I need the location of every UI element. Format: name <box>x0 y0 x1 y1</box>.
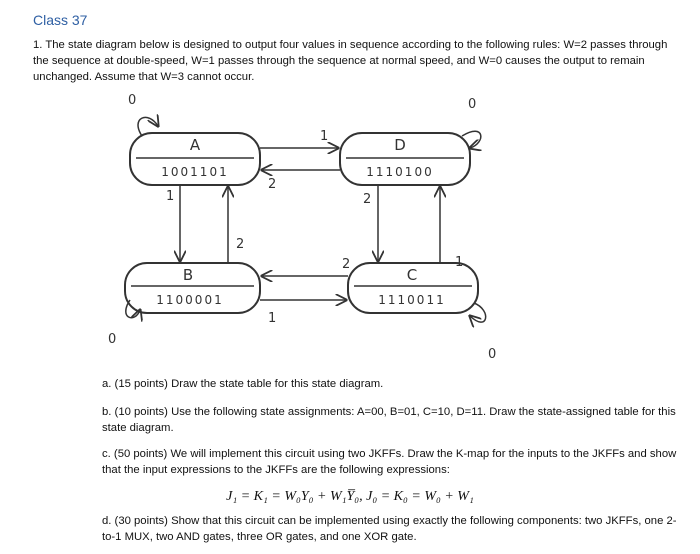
state-d <box>340 133 470 185</box>
state-d-output: 1110100 <box>366 165 434 179</box>
arrow-d-to-a-label: 2 <box>268 177 277 192</box>
arrow-b-to-a-label: 2 <box>236 237 245 252</box>
arrow-c-to-d-label: 1 <box>455 255 464 270</box>
state-b <box>125 263 260 313</box>
part-a: a. (15 points) Draw the state table for this state diagram. <box>102 378 384 390</box>
arrow-d-to-c-label: 2 <box>363 192 372 207</box>
arrow-c-to-b-label: 2 <box>342 257 351 272</box>
problem-intro: 1. The state diagram below is designed to output four values in sequence according to the following rules: W=2 passes through the sequence at double-speed, W=1 passes through the sequence at normal speed, and W=0 causes the output to remain unchanged. Assume that W=3 cannot occur. <box>33 39 668 83</box>
arrow-b-to-c-label: 1 <box>268 311 277 326</box>
state-b-output: 1100001 <box>156 293 224 307</box>
state-diagram <box>100 88 520 368</box>
self-loop-a-label: 0 <box>128 93 137 108</box>
arrow-a-to-b-label: 1 <box>166 189 175 204</box>
self-loop-d-label: 0 <box>468 97 477 112</box>
state-a <box>130 133 260 185</box>
state-a-name: A <box>189 136 201 154</box>
class-title: Class 37 <box>33 12 88 28</box>
state-d-name: D <box>394 136 406 154</box>
state-a-output: 1001101 <box>161 165 229 179</box>
self-loop-b-label: 0 <box>108 332 117 347</box>
self-loop-c-label: 0 <box>488 347 497 362</box>
state-c-output: 1110011 <box>378 293 446 307</box>
arrow-a-to-d-label: 1 <box>320 129 329 144</box>
part-c: c. (50 points) We will implement this circuit using two JKFFs. Draw the K-map for the inputs to the JKFFs and show that the input expressions to the JKFFs are the following expressions: <box>102 448 677 476</box>
jkff-equation: J₁ = K₁ = W₀Y₀ + W₁Y̅₀, J₀ = K₀ = W₀ + W₁ <box>226 489 474 504</box>
state-b-name: B <box>182 266 194 284</box>
state-c <box>348 263 478 313</box>
part-b: b. (10 points) Use the following state assignments: A=00, B=01, C=10, D=11. Draw the state-assigned table for this state diagram. <box>102 406 676 434</box>
state-c-name: C <box>406 266 418 284</box>
part-d: d. (30 points) Show that this circuit can be implemented using exactly the following components: two JKFFs, one 2-to-1 MUX, two AND gates, three OR gates, and one XOR gate. <box>102 515 677 543</box>
